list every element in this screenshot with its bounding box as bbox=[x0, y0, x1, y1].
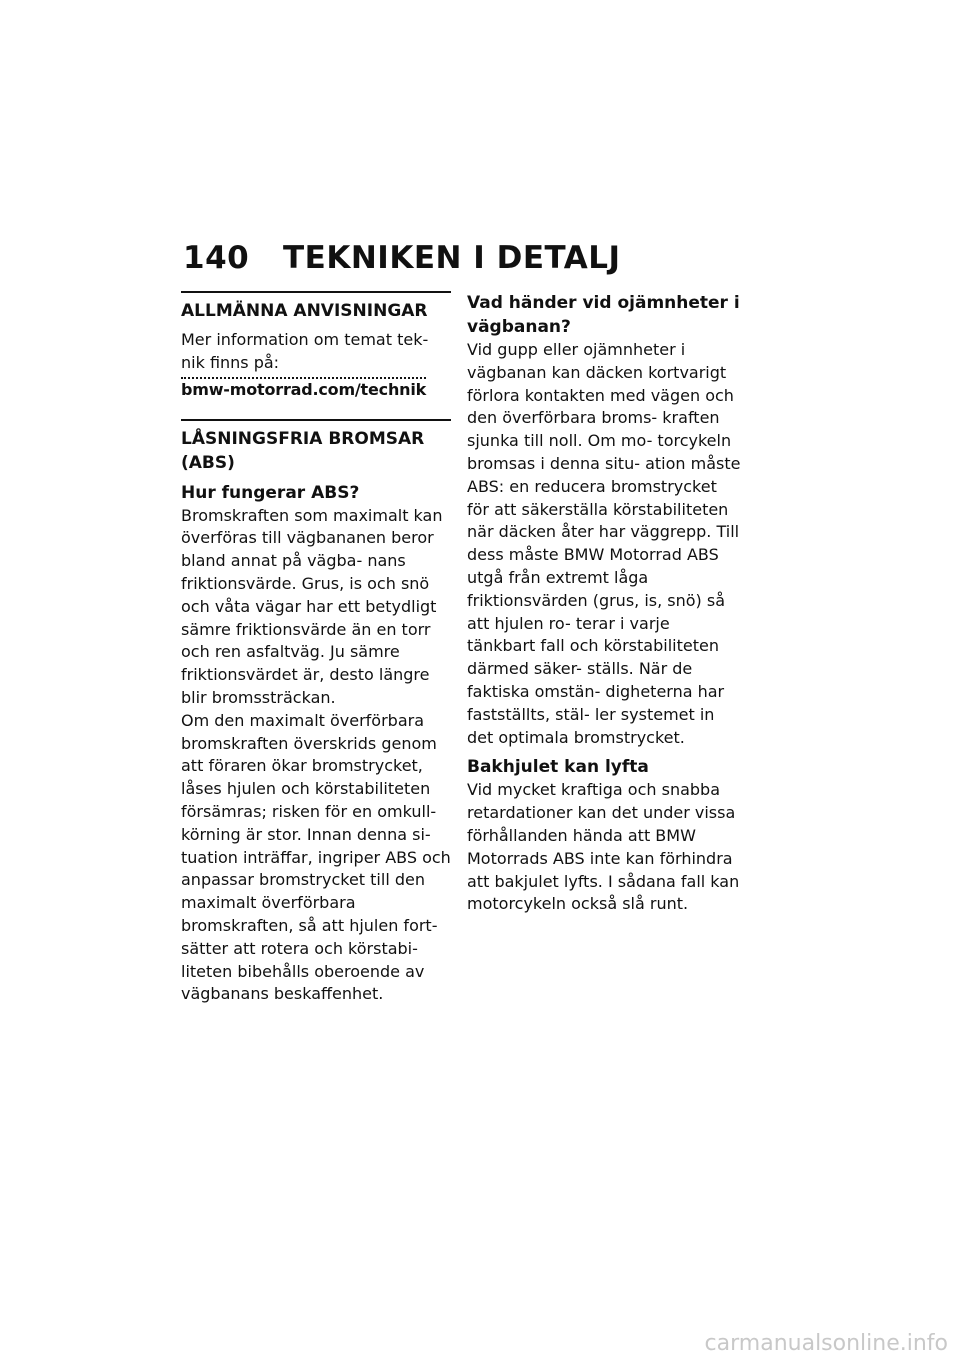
section-divider bbox=[181, 419, 451, 421]
section-divider bbox=[181, 291, 451, 293]
page-number: 140 bbox=[183, 240, 250, 276]
watermark: carmanualsonline.info bbox=[704, 1331, 948, 1356]
rear-wheel-heading: Bakhjulet kan lyfta bbox=[467, 757, 649, 778]
left-column bbox=[181, 291, 451, 1006]
abs-paragraph-1: Bromskraften som maximalt kan överföras till vägbananen beror bland annat på vägba- nans friktionsvärde. Grus, is och snö och våta vägar har ett betydligt sämre friktionsvärde än en torr och ren asfaltväg. Ju sämre friktionsvärdet är, desto längre blir bromssträckan. bbox=[181, 505, 443, 707]
right-column bbox=[467, 291, 742, 916]
general-section-title: ALLMÄNNA ANVISNINGAR bbox=[181, 301, 428, 321]
general-section-text: Mer information om temat tek- nik finns på: bbox=[181, 330, 429, 372]
technik-link[interactable]: bmw-motorrad.com/technik bbox=[181, 377, 426, 401]
abs-section-title: LÅSNINGSFRIA BROMSAR (ABS) bbox=[181, 428, 425, 473]
page-header bbox=[183, 238, 803, 278]
abs-paragraph-2: Om den maximalt överförbara bromskraften överskrids genom att föraren ökar bromstrycket, låses hjulen och körstabiliteten försämras; risken för en omkull- körning är stor. Innan denna si- tuation inträffar, ingriper ABS och anpassar bromstrycket till den maximalt överförbara bromskraften, så att hjulen fort- sätter att rotera och körstabi- liteten bibehålls oberoende av vägbanans beskaffenhet. bbox=[181, 710, 451, 1004]
rear-wheel-text: Vid mycket kraftiga och snabba retardationer kan det under vissa förhållanden hända att BMW Motorrads ABS inte kan förhindra att bakjulet lyfts. I sådana fall kan motorcykeln också slå runt. bbox=[467, 780, 740, 914]
page-title: TEKNIKEN I DETALJ bbox=[283, 240, 621, 276]
abs-question-heading: Hur fungerar ABS? bbox=[181, 482, 360, 503]
uneven-road-heading: Vad händer vid ojämnheter i vägbanan? bbox=[467, 293, 740, 337]
uneven-road-text: Vid gupp eller ojämnheter i vägbanan kan däcken kortvarigt förlora kontakten med vägen och den överförbara broms- kraften sjunka till noll. Om mo- torcykeln bromsas i denna situ- ation måste ABS: en reducera bromstrycket för att säkerställa körstabiliteten när däcken åter har väggrepp. Till dess måste BMW Motorrad ABS utgå från extremt låga friktionsvärden (grus, is, snö) så att hjulen ro- terar i varje tänkbart fall och körstabiliteten därmed säker- ställs. När de faktiska omstän- digheterna har fastställts, stäl- ler systemet in det optimala bromstrycket. bbox=[467, 340, 741, 747]
